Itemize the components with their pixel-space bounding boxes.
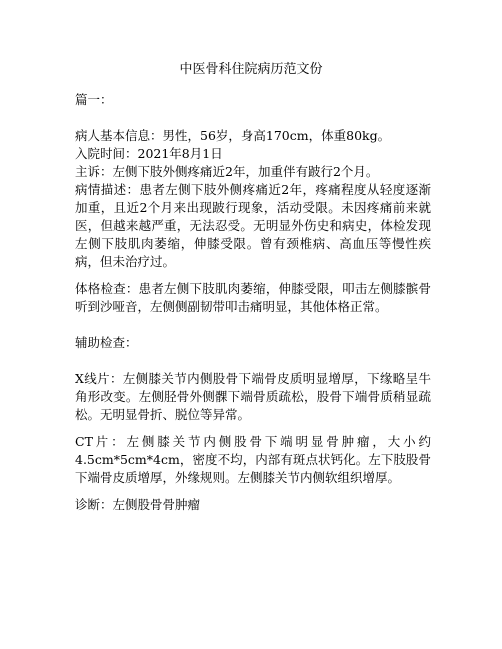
document-body (75, 91, 431, 514)
spacer (75, 352, 431, 370)
xray-findings: X线片：左侧膝关节内侧股骨下端骨皮质明显增厚，下缘略呈牛角形改变。左侧胫骨外侧髁下端骨质疏松，股骨下端骨质稍显疏松。无明显骨折、脱位等异常。 (75, 371, 431, 422)
chief-complaint: 主诉：左侧下肢外侧疼痛近2年，加重伴有跛行2个月。 (75, 164, 379, 179)
medical-history: 病情描述：患者左侧下肢外侧疼痛近2年，疼痛程度从轻度逐渐加重，且近2个月来出现跛行现象，活动受限。未因疼痛前来就医，但越来越严重，无法忍受。无明显外伤史和病史，体检发现左侧下肢肌肉萎缩，伸膝受限。曾有颈椎病、高血压等慢性疾病，但未治疗过。 (75, 182, 431, 269)
spacer (75, 109, 431, 127)
spacer (75, 424, 431, 433)
diagnosis: 诊断：左侧股骨骨肿瘤 (75, 497, 201, 512)
admission-time: 入院时间：2021年8月1日 (75, 146, 223, 161)
document-title: 中医骨科住院病历范文份 (179, 62, 323, 77)
section-label: 篇一： (75, 92, 113, 107)
ct-findings: CT片：左侧膝关节内侧股骨下端明显骨肿瘤，大小约4.5cm*5cm*4cm，密度不均，内部有斑点状钙化。左下肢股骨下端骨皮质增厚，外缘规则。左侧膝关节内侧软组织增厚。 (75, 434, 431, 485)
spacer (75, 316, 431, 334)
patient-info: 病人基本信息：男性，56岁，身高170cm，体重80kg。 (75, 128, 391, 143)
spacer (75, 487, 431, 496)
auxiliary-exam-heading: 辅助检查： (75, 335, 138, 350)
spacer (75, 271, 431, 280)
physical-exam: 体格检查：患者左侧下肢肌肉萎缩，伸膝受限，叩击左侧膝髌骨听到沙哑音，左侧侧副韧带叩击痛明显，其他体格正常。 (75, 281, 431, 314)
